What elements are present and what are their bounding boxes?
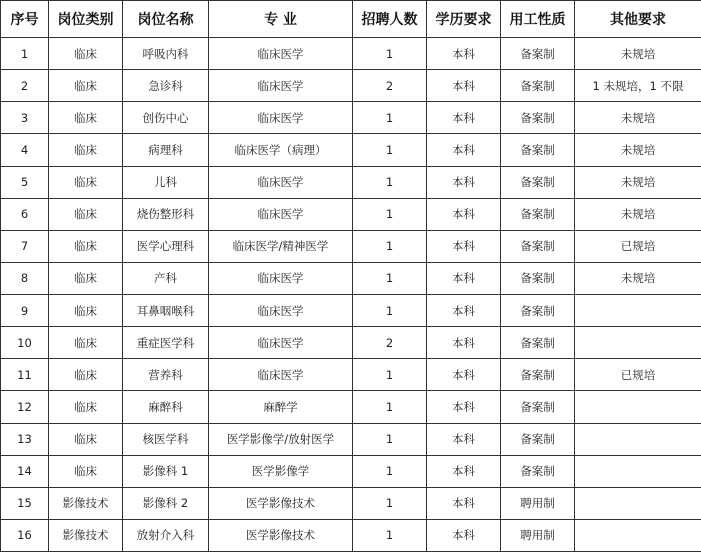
cell-headcount: 1 <box>353 359 427 391</box>
cell-education: 本科 <box>427 295 501 327</box>
cell-position: 儿科 <box>123 166 209 198</box>
cell-major: 临床医学 <box>209 295 353 327</box>
cell-employment: 备案制 <box>501 359 575 391</box>
cell-index: 7 <box>1 230 49 262</box>
header-category: 岗位类别 <box>49 1 123 38</box>
cell-education: 本科 <box>427 327 501 359</box>
header-row <box>1 1 701 38</box>
cell-other <box>575 519 701 551</box>
cell-position: 核医学科 <box>123 423 209 455</box>
cell-headcount: 1 <box>353 262 427 294</box>
header-other: 其他要求 <box>575 1 701 38</box>
cell-other <box>575 295 701 327</box>
cell-index: 11 <box>1 359 49 391</box>
cell-employment: 备案制 <box>501 198 575 230</box>
header-employment: 用工性质 <box>501 1 575 38</box>
cell-other <box>575 455 701 487</box>
cell-other: 未规培 <box>575 134 701 166</box>
table-row <box>1 262 701 294</box>
table-row <box>1 198 701 230</box>
header-major: 专 业 <box>209 1 353 38</box>
cell-index: 12 <box>1 391 49 423</box>
cell-position: 麻醉科 <box>123 391 209 423</box>
cell-index: 16 <box>1 519 49 551</box>
cell-education: 本科 <box>427 519 501 551</box>
cell-position: 放射介入科 <box>123 519 209 551</box>
cell-other: 未规培 <box>575 262 701 294</box>
cell-major: 医学影像技术 <box>209 519 353 551</box>
table-body <box>1 38 701 552</box>
cell-position: 急诊科 <box>123 70 209 102</box>
cell-headcount: 1 <box>353 198 427 230</box>
cell-headcount: 1 <box>353 166 427 198</box>
cell-employment: 备案制 <box>501 423 575 455</box>
cell-position: 营养科 <box>123 359 209 391</box>
cell-other: 1 未规培，1 不限 <box>575 70 701 102</box>
cell-category: 临床 <box>49 102 123 134</box>
cell-category: 临床 <box>49 391 123 423</box>
header-index: 序号 <box>1 1 49 38</box>
cell-category: 临床 <box>49 134 123 166</box>
cell-other <box>575 423 701 455</box>
cell-category: 临床 <box>49 262 123 294</box>
cell-other <box>575 391 701 423</box>
cell-index: 5 <box>1 166 49 198</box>
table-row <box>1 327 701 359</box>
cell-education: 本科 <box>427 391 501 423</box>
cell-index: 6 <box>1 198 49 230</box>
table-row <box>1 102 701 134</box>
cell-employment: 备案制 <box>501 327 575 359</box>
cell-major: 临床医学（病理） <box>209 134 353 166</box>
cell-other: 已规培 <box>575 230 701 262</box>
cell-education: 本科 <box>427 70 501 102</box>
cell-employment: 备案制 <box>501 262 575 294</box>
cell-major: 医学影像技术 <box>209 487 353 519</box>
cell-education: 本科 <box>427 134 501 166</box>
cell-employment: 备案制 <box>501 38 575 70</box>
cell-index: 9 <box>1 295 49 327</box>
cell-headcount: 1 <box>353 423 427 455</box>
table-row <box>1 38 701 70</box>
cell-employment: 备案制 <box>501 455 575 487</box>
cell-education: 本科 <box>427 262 501 294</box>
table-row <box>1 391 701 423</box>
cell-position: 影像科 1 <box>123 455 209 487</box>
table-row <box>1 487 701 519</box>
cell-position: 病理科 <box>123 134 209 166</box>
cell-major: 临床医学 <box>209 327 353 359</box>
table-row <box>1 134 701 166</box>
cell-category: 影像技术 <box>49 519 123 551</box>
cell-category: 临床 <box>49 70 123 102</box>
cell-headcount: 1 <box>353 295 427 327</box>
cell-major: 临床医学 <box>209 198 353 230</box>
cell-employment: 备案制 <box>501 391 575 423</box>
cell-major: 临床医学 <box>209 102 353 134</box>
cell-position: 烧伤整形科 <box>123 198 209 230</box>
header-position: 岗位名称 <box>123 1 209 38</box>
table-row <box>1 70 701 102</box>
cell-category: 临床 <box>49 38 123 70</box>
cell-major: 临床医学/精神医学 <box>209 230 353 262</box>
header-education: 学历要求 <box>427 1 501 38</box>
cell-index: 14 <box>1 455 49 487</box>
table-row <box>1 166 701 198</box>
cell-category: 临床 <box>49 198 123 230</box>
cell-headcount: 2 <box>353 70 427 102</box>
cell-education: 本科 <box>427 359 501 391</box>
cell-index: 2 <box>1 70 49 102</box>
cell-position: 医学心理科 <box>123 230 209 262</box>
cell-education: 本科 <box>427 423 501 455</box>
cell-headcount: 1 <box>353 102 427 134</box>
cell-major: 麻醉学 <box>209 391 353 423</box>
cell-headcount: 1 <box>353 487 427 519</box>
cell-education: 本科 <box>427 38 501 70</box>
cell-category: 临床 <box>49 327 123 359</box>
cell-employment: 聘用制 <box>501 519 575 551</box>
cell-major: 临床医学 <box>209 70 353 102</box>
cell-major: 医学影像学 <box>209 455 353 487</box>
cell-headcount: 1 <box>353 134 427 166</box>
cell-employment: 备案制 <box>501 166 575 198</box>
cell-index: 4 <box>1 134 49 166</box>
cell-employment: 备案制 <box>501 70 575 102</box>
cell-employment: 备案制 <box>501 134 575 166</box>
cell-position: 呼吸内科 <box>123 38 209 70</box>
cell-position: 产科 <box>123 262 209 294</box>
cell-index: 10 <box>1 327 49 359</box>
header-headcount: 招聘人数 <box>353 1 427 38</box>
table-row <box>1 295 701 327</box>
cell-position: 重症医学科 <box>123 327 209 359</box>
cell-other: 未规培 <box>575 166 701 198</box>
cell-education: 本科 <box>427 198 501 230</box>
cell-employment: 备案制 <box>501 295 575 327</box>
cell-education: 本科 <box>427 102 501 134</box>
cell-other: 未规培 <box>575 102 701 134</box>
cell-major: 临床医学 <box>209 262 353 294</box>
cell-education: 本科 <box>427 487 501 519</box>
cell-position: 创伤中心 <box>123 102 209 134</box>
cell-major: 临床医学 <box>209 166 353 198</box>
cell-other <box>575 487 701 519</box>
cell-category: 影像技术 <box>49 487 123 519</box>
cell-headcount: 1 <box>353 38 427 70</box>
cell-headcount: 1 <box>353 455 427 487</box>
table-row <box>1 359 701 391</box>
cell-headcount: 1 <box>353 230 427 262</box>
cell-position: 耳鼻咽喉科 <box>123 295 209 327</box>
cell-other: 未规培 <box>575 198 701 230</box>
cell-category: 临床 <box>49 295 123 327</box>
cell-education: 本科 <box>427 455 501 487</box>
table-row <box>1 455 701 487</box>
cell-index: 15 <box>1 487 49 519</box>
cell-major: 临床医学 <box>209 359 353 391</box>
cell-other: 已规培 <box>575 359 701 391</box>
cell-category: 临床 <box>49 455 123 487</box>
cell-education: 本科 <box>427 166 501 198</box>
cell-employment: 备案制 <box>501 230 575 262</box>
cell-index: 1 <box>1 38 49 70</box>
cell-other <box>575 327 701 359</box>
table-row <box>1 423 701 455</box>
cell-employment: 聘用制 <box>501 487 575 519</box>
cell-headcount: 1 <box>353 519 427 551</box>
cell-headcount: 1 <box>353 391 427 423</box>
cell-employment: 备案制 <box>501 102 575 134</box>
table-row <box>1 230 701 262</box>
cell-other: 未规培 <box>575 38 701 70</box>
cell-headcount: 2 <box>353 327 427 359</box>
cell-major: 医学影像学/放射医学 <box>209 423 353 455</box>
cell-category: 临床 <box>49 230 123 262</box>
cell-index: 8 <box>1 262 49 294</box>
cell-category: 临床 <box>49 423 123 455</box>
cell-category: 临床 <box>49 166 123 198</box>
cell-position: 影像科 2 <box>123 487 209 519</box>
cell-index: 13 <box>1 423 49 455</box>
cell-major: 临床医学 <box>209 38 353 70</box>
cell-index: 3 <box>1 102 49 134</box>
cell-category: 临床 <box>49 359 123 391</box>
table-row <box>1 519 701 551</box>
cell-education: 本科 <box>427 230 501 262</box>
